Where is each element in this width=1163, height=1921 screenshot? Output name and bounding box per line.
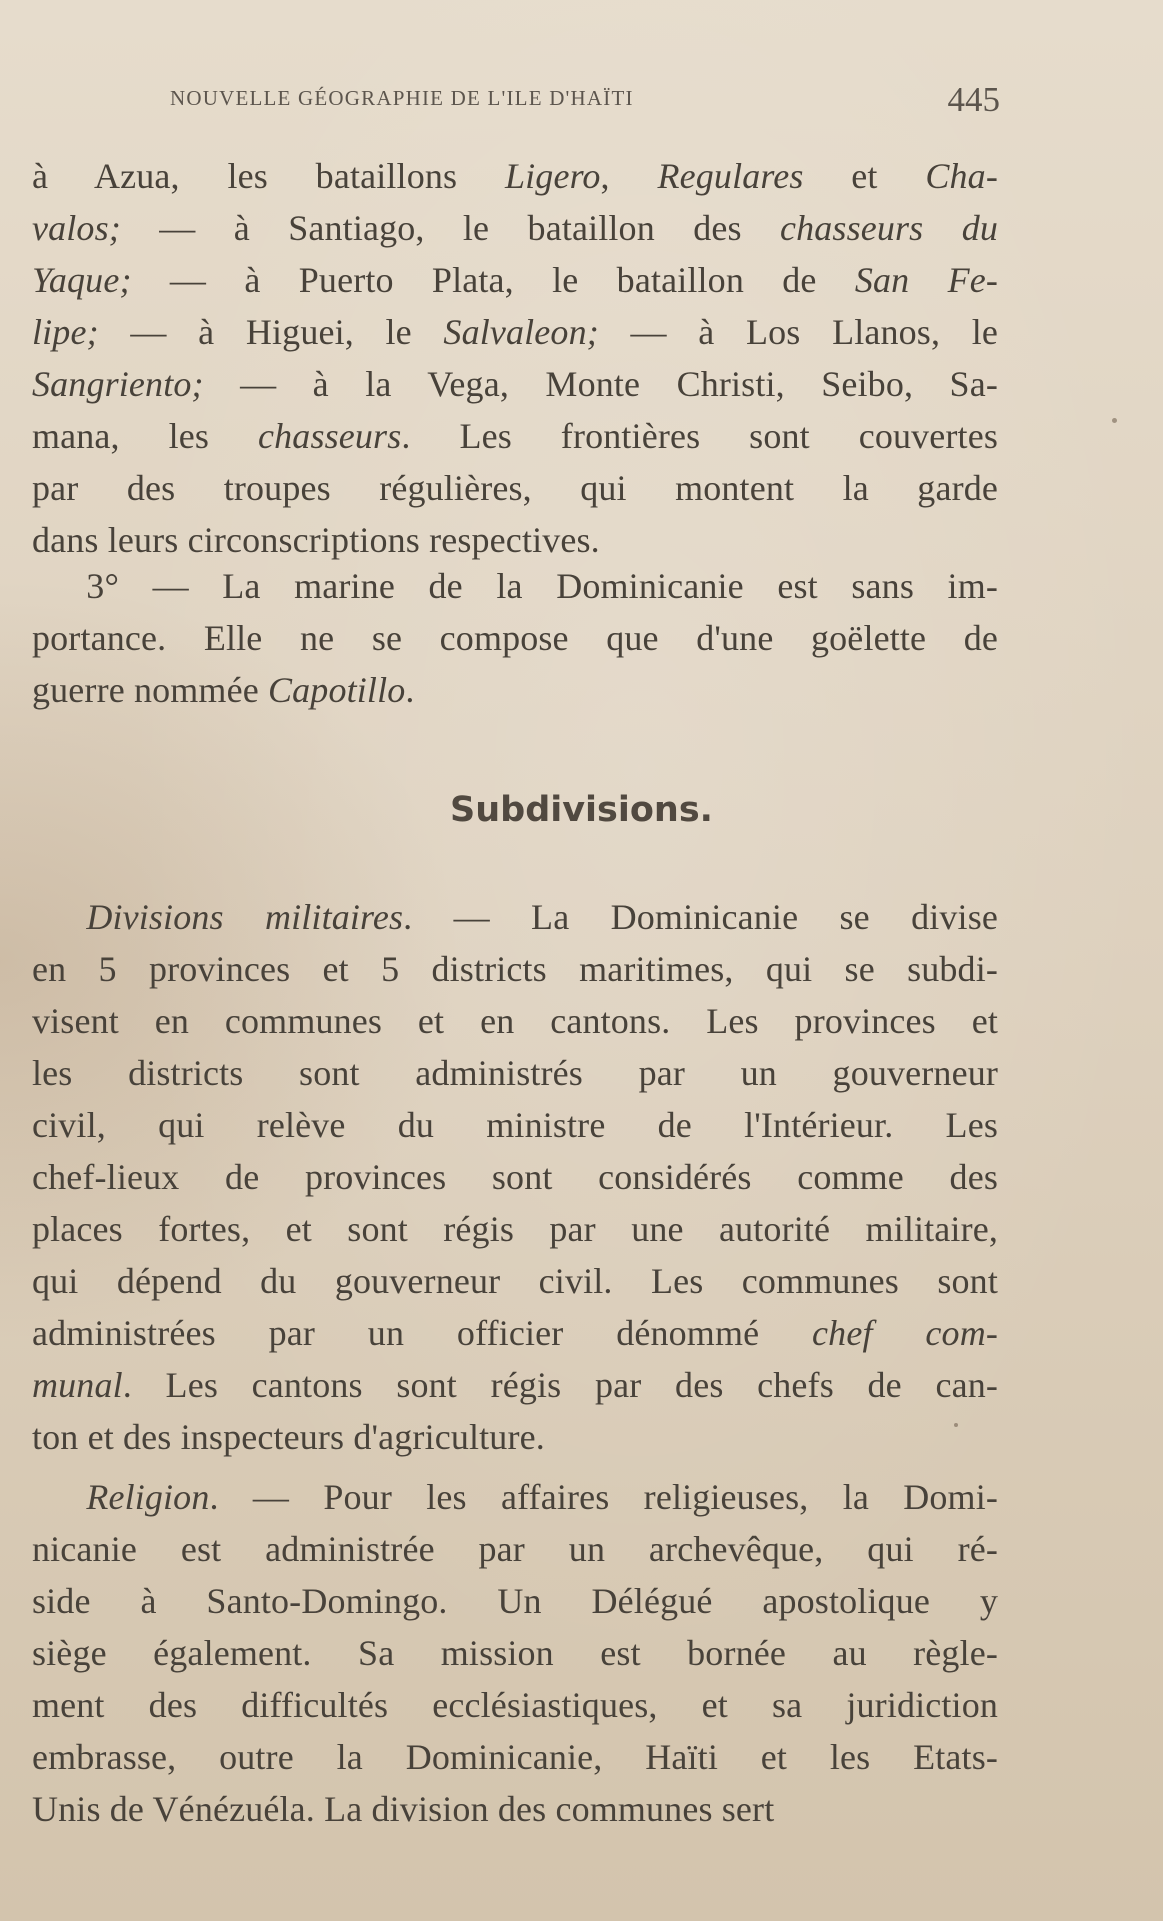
text-segment: civil, qui relève du ministre de l'Intérieur. Les [32,1105,998,1145]
italic-text: valos; [32,208,121,248]
italic-text: Religion [86,1477,210,1517]
text-line [32,1627,998,1679]
text-line [32,410,998,462]
text-line [32,1307,998,1359]
text-segment: qui dépend du gouverneur civil. Les communes sont [32,1261,998,1301]
text-segment: dans leurs circonscriptions respectives. [32,520,600,560]
text-segment: — à Santiago, le bataillon des [120,208,780,248]
text-line [32,462,998,514]
text-line [32,560,998,612]
text-segment: portance. Elle ne se compose que d'une goëlette de [32,618,998,658]
text-segment: Unis de Vénézuéla. La division des communes sert [32,1789,775,1829]
italic-text: Regulares [657,156,804,196]
text-segment: — à Puerto Plata, le bataillon de [131,260,855,300]
text-line [32,1203,998,1255]
italic-text: Capotillo [268,670,406,710]
text-line [32,612,998,664]
text-segment: — à Higuei, le [98,312,444,352]
italic-text: chef com- [812,1313,998,1353]
text-segment: par des troupes régulières, qui montent la garde [32,468,998,508]
text-line [32,1099,998,1151]
page-number: 445 [947,80,1000,119]
text-segment: — à Los Llanos, le [598,312,999,352]
text-line [32,358,998,410]
italic-text: Sangriento; [32,364,204,404]
paper-speck [954,1423,958,1427]
text-line [32,254,998,306]
text-line [32,1359,998,1411]
text-line [32,1783,998,1835]
text-segment: places fortes, et sont régis par une autorité militaire, [32,1209,998,1249]
text-segment: ton et des inspecteurs d'agriculture. [32,1417,545,1457]
paragraph-divisions-militaires [32,891,998,1463]
page-header [170,82,1030,124]
text-segment: , [600,156,658,196]
text-segment: side à Santo-Domingo. Un Délégué apostolique y [32,1581,998,1621]
text-line [32,202,998,254]
text-line [32,150,998,202]
paragraph-armee [32,150,998,566]
text-segment: embrasse, outre la Dominicanie, Haïti et les Etats- [32,1737,998,1777]
text-segment: . Les frontières sont couvertes [401,416,999,456]
text-segment: mana, les [32,416,259,456]
text-line [32,664,998,716]
text-line [32,995,998,1047]
text-segment: — à la Vega, Monte Christi, Seibo, Sa- [203,364,998,404]
text-line [32,1679,998,1731]
text-segment: . [405,670,415,710]
text-segment [32,1477,86,1517]
text-segment [32,897,86,937]
text-line [32,1523,998,1575]
text-line [32,1731,998,1783]
text-segment: à Azua, les bataillons [32,156,505,196]
paragraph-religion [32,1471,998,1835]
text-segment: . Les cantons sont régis par des chefs de can- [122,1365,998,1405]
italic-text: munal [32,1365,123,1405]
section-title-subdivisions: Subdivisions. [450,790,713,830]
text-segment: administrées par un officier dénommé [32,1313,813,1353]
text-segment: guerre nommée [32,670,268,710]
paragraph-marine [32,560,998,716]
text-segment: . — La Dominicanie se divise [403,897,998,937]
text-segment: en 5 provinces et 5 districts maritimes, qui se subdi- [32,949,998,989]
text-line [32,306,998,358]
text-segment: nicanie est administrée par un archevêque, qui ré- [32,1529,998,1569]
text-segment: les districts sont administrés par un gouverneur [32,1053,998,1093]
text-segment: chef-lieux de provinces sont considérés comme des [32,1157,998,1197]
text-segment: et [803,156,926,196]
text-line [32,891,998,943]
text-segment: visent en communes et en cantons. Les provinces et [32,1001,998,1041]
text-line [32,1411,998,1463]
text-line [32,1151,998,1203]
text-segment: siège également. Sa mission est bornée au règle- [32,1633,998,1673]
italic-text: San Fe- [854,260,998,300]
text-segment: . — Pour les affaires religieuses, la Domi- [209,1477,998,1517]
italic-text: lipe; [32,312,99,352]
italic-text: Yaque; [32,260,132,300]
text-line [32,1575,998,1627]
italic-text: chasseurs [258,416,402,456]
text-line [32,1047,998,1099]
text-segment: ment des difficultés ecclésiastiques, et sa juridiction [32,1685,998,1725]
italic-text: chasseurs du [780,208,998,248]
italic-text: Divisions militaires [86,897,404,937]
text-line [32,514,998,566]
text-line [32,1471,998,1523]
italic-text: Salvaleon; [443,312,599,352]
italic-text: Ligero [504,156,601,196]
text-segment: 3° — La marine de la Dominicanie est sans im- [32,566,998,606]
text-line [32,943,998,995]
text-line [32,1255,998,1307]
running-title: NOUVELLE GÉOGRAPHIE DE L'ILE D'HAÏTI [170,86,634,110]
italic-text: Cha- [925,156,998,196]
paper-speck [1112,418,1117,423]
